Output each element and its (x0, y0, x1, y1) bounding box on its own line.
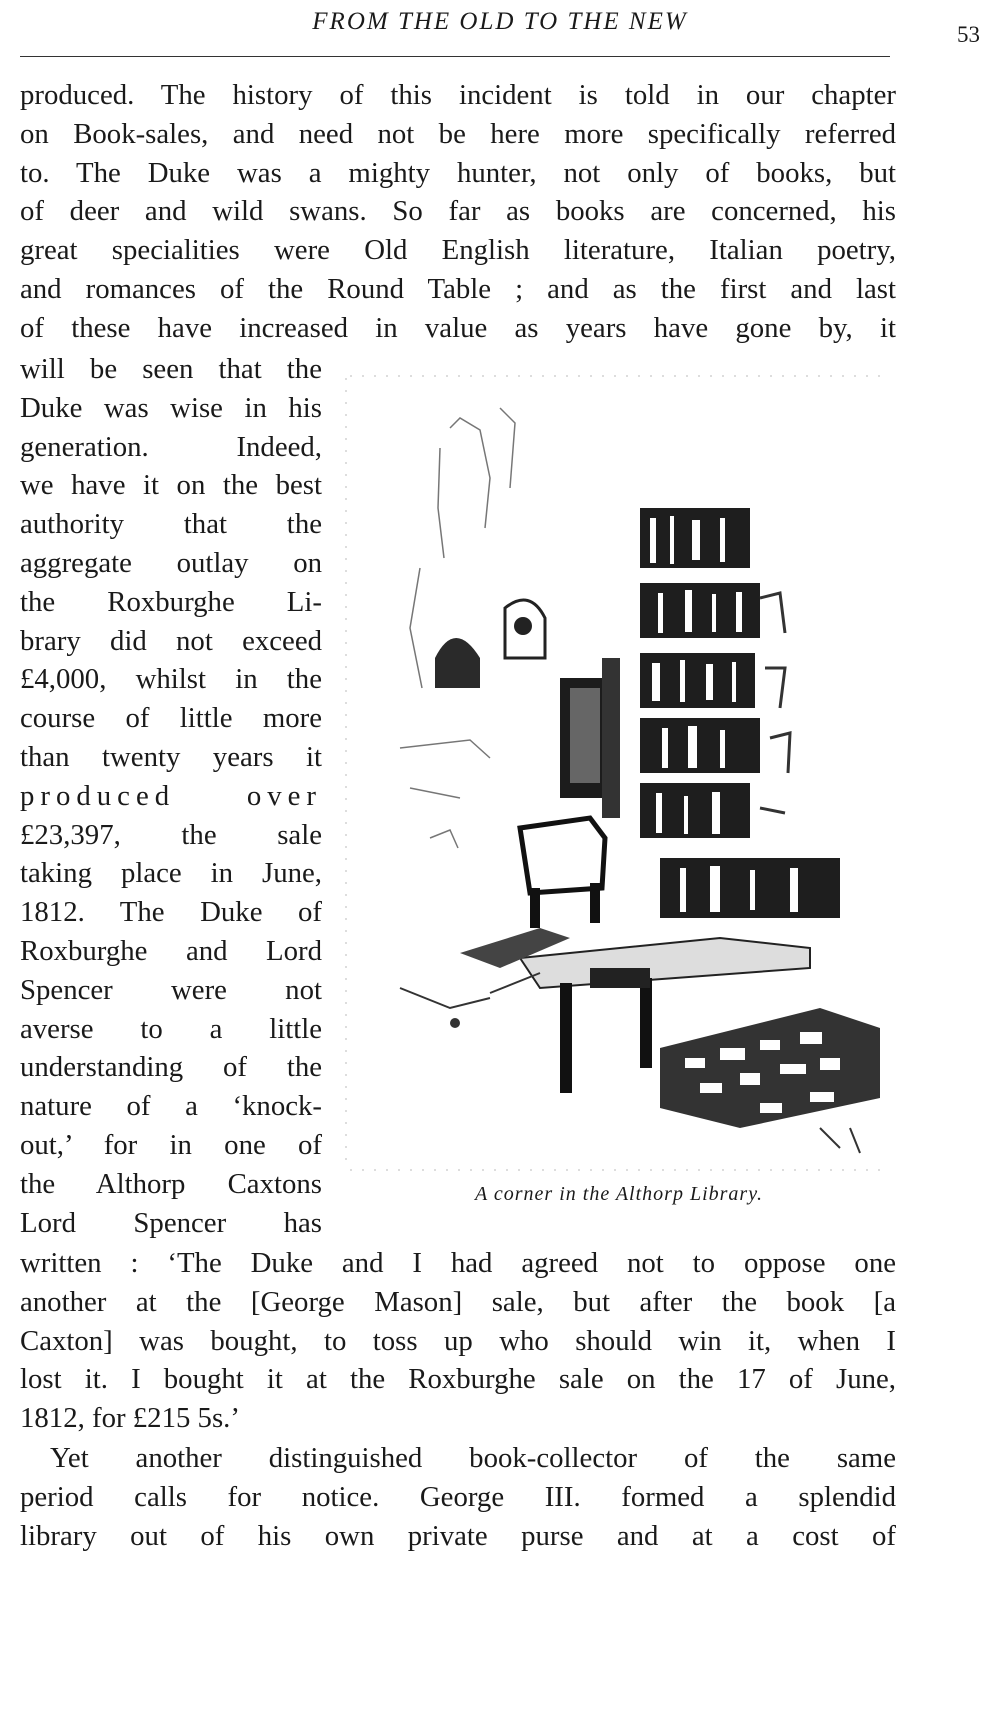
text-line: course of little more (20, 702, 322, 735)
text-line: great specialities were Old English literature, Italian poetry, (20, 234, 896, 267)
text-line: nature of a ‘knock- (20, 1090, 322, 1123)
text-line: will be seen that the (20, 353, 322, 385)
figure-caption: A corner in the Althorp Library. (475, 1183, 763, 1205)
text-line: averse to a little (20, 1012, 322, 1045)
text-line: to. The Duke was a mighty hunter, not only of books, but (20, 156, 896, 189)
text-line: £23,397, the sale (20, 818, 322, 851)
text-line: produced over (20, 779, 322, 812)
text-line: of these have increased in value as years have gone by, it (20, 311, 896, 344)
text-line: 1812, for £215 5s.’ (20, 1402, 240, 1435)
header-rule (20, 56, 890, 57)
text-line: authority that the (20, 508, 322, 541)
text-line: understanding of the (20, 1051, 322, 1084)
text-line: library out of his own private purse and at a cost of (20, 1519, 896, 1552)
text-line: produced. The history of this incident is told in our chapter (20, 79, 896, 111)
text-line: brary did not exceed (20, 624, 322, 657)
running-title: FROM THE OLD TO THE NEW (312, 8, 688, 35)
text-line: £4,000, whilst in the (20, 663, 322, 696)
text-line: out,’ for in one of (20, 1128, 322, 1161)
text-line: generation. Indeed, (20, 430, 322, 463)
text-line: the Roxburghe Li- (20, 585, 322, 618)
text-line: Lord Spencer has (20, 1206, 322, 1239)
text-line: Spencer were not (20, 973, 322, 1006)
running-head (20, 8, 980, 48)
text-line: another at the [George Mason] sale, but after the book [a (20, 1285, 896, 1318)
text-line: taking place in June, (20, 857, 322, 890)
text-line: Roxburghe and Lord (20, 934, 322, 967)
text-line: period calls for notice. George III. formed a splendid (20, 1480, 896, 1513)
page-number: 53 (957, 22, 980, 47)
text-line: of deer and wild swans. So far as books are concerned, his (20, 195, 896, 228)
text-line: on Book-sales, and need not be here more specifically referred (20, 117, 896, 150)
text-line: we have it on the best (20, 469, 322, 502)
paragraph-bottom (20, 1244, 896, 1438)
text-line: aggregate outlay on (20, 546, 322, 579)
library-sketch-image (340, 368, 898, 1178)
paragraph-top (20, 76, 896, 348)
text-line: Caxton] was bought, to toss up who should win it, when I (20, 1324, 896, 1357)
paragraph-final (20, 1439, 896, 1555)
text-line: and romances of the Round Table ; and as the first and last (20, 272, 896, 305)
library-illustration (340, 368, 898, 1228)
text-line: written : ‘The Duke and I had agreed not to oppose one (20, 1247, 896, 1279)
text-line: Yet another distinguished book-collector of the same (50, 1442, 896, 1474)
paragraph-narrow-column (20, 350, 322, 1242)
text-line: than twenty years it (20, 740, 322, 773)
text-line: the Althorp Caxtons (20, 1167, 322, 1200)
text-line: lost it. I bought it at the Roxburghe sale on the 17 of June, (20, 1363, 896, 1396)
text-line: Duke was wise in his (20, 391, 322, 424)
text-line: 1812. The Duke of (20, 896, 322, 929)
